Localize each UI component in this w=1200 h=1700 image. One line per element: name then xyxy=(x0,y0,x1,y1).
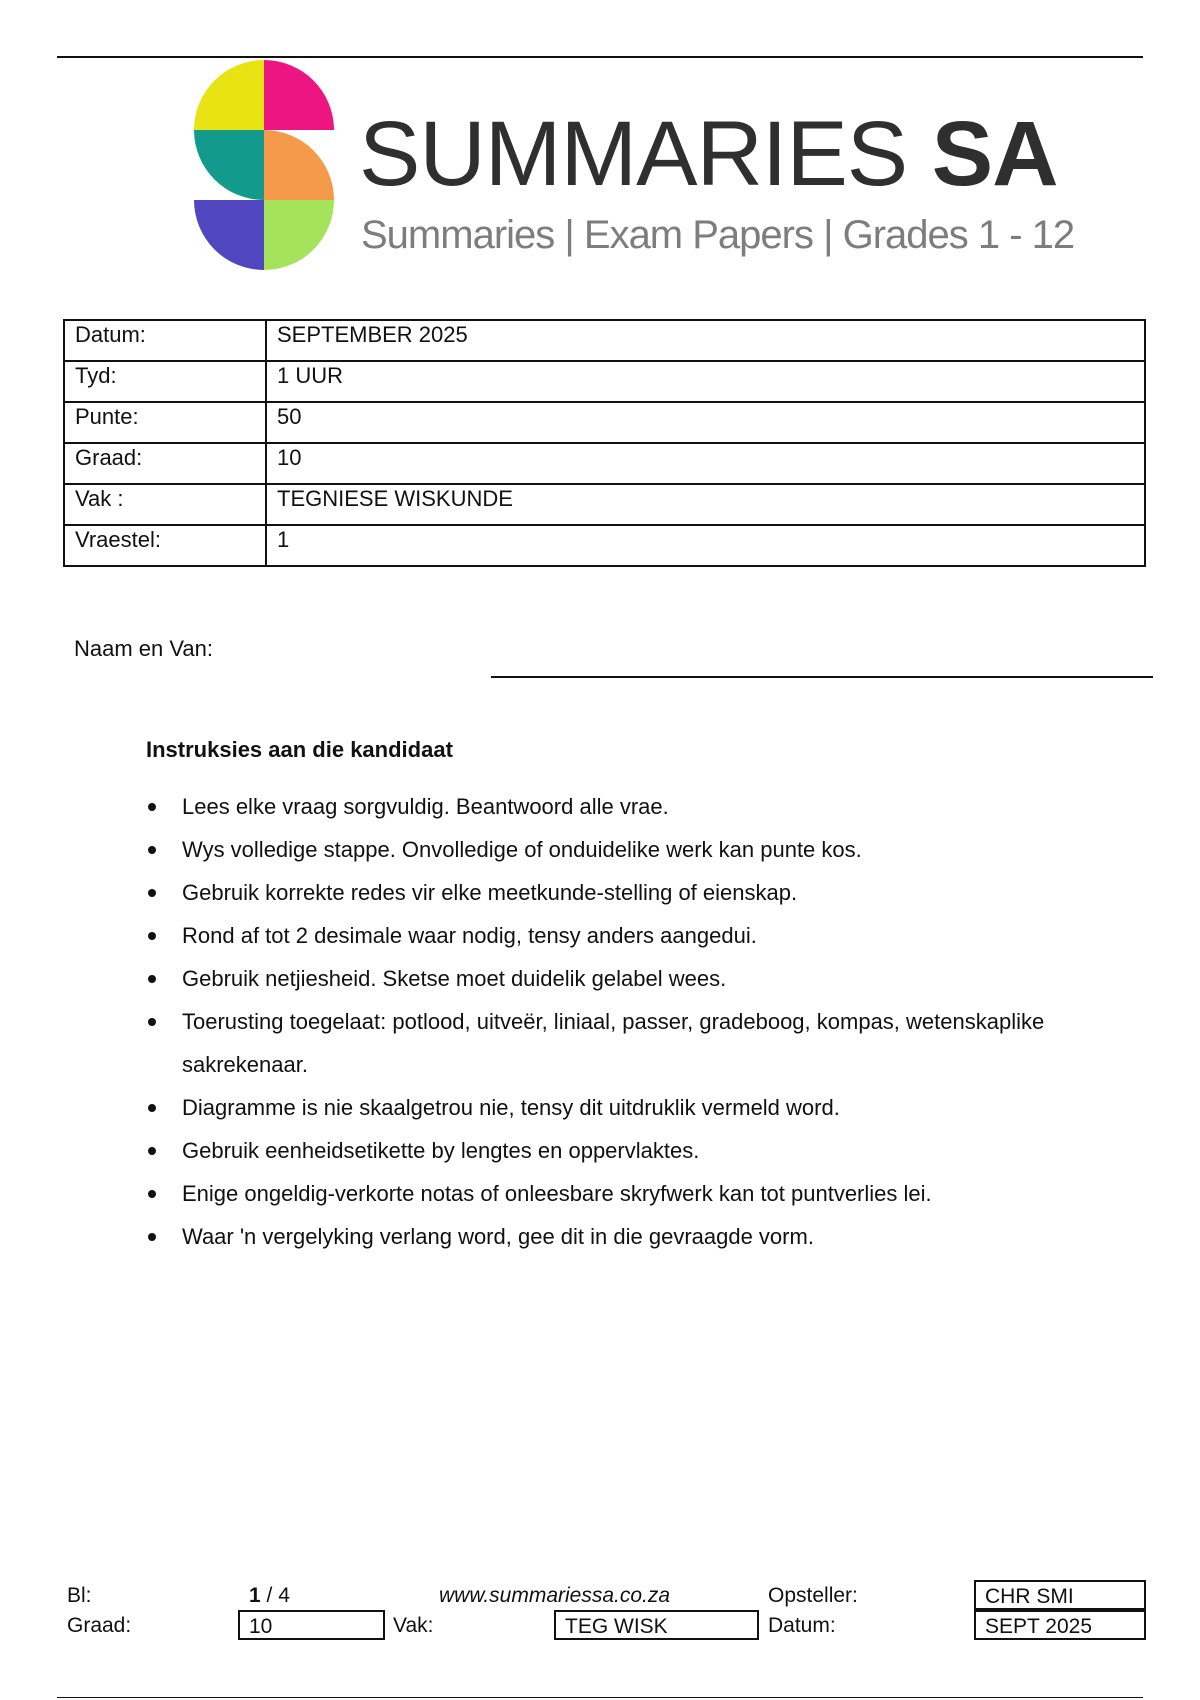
page-current: 1 xyxy=(249,1584,261,1607)
info-label: Punte: xyxy=(64,402,266,443)
list-item: Toerusting toegelaat: potlood, uitveër, liniaal, passer, gradeboog, kompas, wetenskaplike sakrekenaar. xyxy=(146,1000,1046,1086)
info-value: 50 xyxy=(266,402,1145,443)
instructions-list xyxy=(146,785,1046,1258)
list-item: Gebruik eenheidsetikette by lengtes en oppervlaktes. xyxy=(146,1129,1046,1172)
instructions-title: Instruksies aan die kandidaat xyxy=(146,737,453,762)
info-row xyxy=(64,525,1145,566)
list-item: Gebruik netjiesheid. Sketse moet duidelik gelabel wees. xyxy=(146,957,1046,1000)
info-label: Vak : xyxy=(64,484,266,525)
name-write-line xyxy=(491,676,1153,678)
subject-label: Vak: xyxy=(393,1614,434,1637)
logo-segment-orange xyxy=(264,130,334,200)
logo-segment-pink xyxy=(264,60,334,130)
info-row xyxy=(64,320,1145,361)
date-box: SEPT 2025 xyxy=(974,1610,1146,1640)
brand-name-bold: SA xyxy=(931,103,1058,205)
subject-box: TEG WISK xyxy=(554,1610,759,1640)
info-label: Graad: xyxy=(64,443,266,484)
brand-title xyxy=(359,103,1058,205)
info-value: TEGNIESE WISKUNDE xyxy=(266,484,1145,525)
brand-tagline: Summaries | Exam Papers | Grades 1 - 12 xyxy=(361,213,1075,257)
info-value: 10 xyxy=(266,443,1145,484)
logo-segment-yellow xyxy=(194,60,264,130)
name-label: Naam en Van: xyxy=(74,636,214,661)
info-value: SEPTEMBER 2025 xyxy=(266,320,1145,361)
info-label: Tyd: xyxy=(64,361,266,402)
author-label: Opsteller: xyxy=(768,1584,858,1607)
logo-segment-green xyxy=(264,200,334,270)
page-total: / 4 xyxy=(266,1584,290,1607)
list-item: Gebruik korrekte redes vir elke meetkunde-stelling of eienskap. xyxy=(146,871,1046,914)
page-number xyxy=(249,1582,290,1610)
logo-segment-teal xyxy=(194,130,264,200)
list-item: Enige ongeldig-verkorte notas of onleesbare skryfwerk kan tot puntverlies lei. xyxy=(146,1172,1046,1215)
grade-label: Graad: xyxy=(67,1614,132,1637)
list-item: Lees elke vraag sorgvuldig. Beantwoord alle vrae. xyxy=(146,785,1046,828)
list-item: Rond af tot 2 desimale waar nodig, tensy anders aangedui. xyxy=(146,914,1046,957)
footer-url[interactable]: www.summariessa.co.za xyxy=(439,1584,671,1607)
brand-logo xyxy=(194,60,1075,270)
info-value: 1 xyxy=(266,525,1145,566)
info-row xyxy=(64,402,1145,443)
date-label: Datum: xyxy=(768,1614,836,1637)
info-row xyxy=(64,484,1145,525)
info-label: Datum: xyxy=(64,320,266,361)
info-value: 1 UUR xyxy=(266,361,1145,402)
author-box: CHR SMI xyxy=(974,1580,1146,1610)
exam-info-table xyxy=(63,319,1146,567)
info-label: Vraestel: xyxy=(64,525,266,566)
info-row xyxy=(64,361,1145,402)
list-item: Diagramme is nie skaalgetrou nie, tensy dit uitdruklik vermeld word. xyxy=(146,1086,1046,1129)
list-item: Waar 'n vergelyking verlang word, gee dit in die gevraagde vorm. xyxy=(146,1215,1046,1258)
brand-name-light: SUMMARIES xyxy=(359,103,908,205)
grade-box: 10 xyxy=(238,1610,385,1640)
bottom-rule xyxy=(57,1697,1143,1698)
summaries-sa-logo-icon xyxy=(194,60,334,270)
page-label: Bl: xyxy=(67,1584,92,1607)
top-rule xyxy=(57,56,1143,58)
list-item: Wys volledige stappe. Onvolledige of onduidelike werk kan punte kos. xyxy=(146,828,1046,871)
info-row xyxy=(64,443,1145,484)
logo-segment-purple xyxy=(194,200,264,270)
